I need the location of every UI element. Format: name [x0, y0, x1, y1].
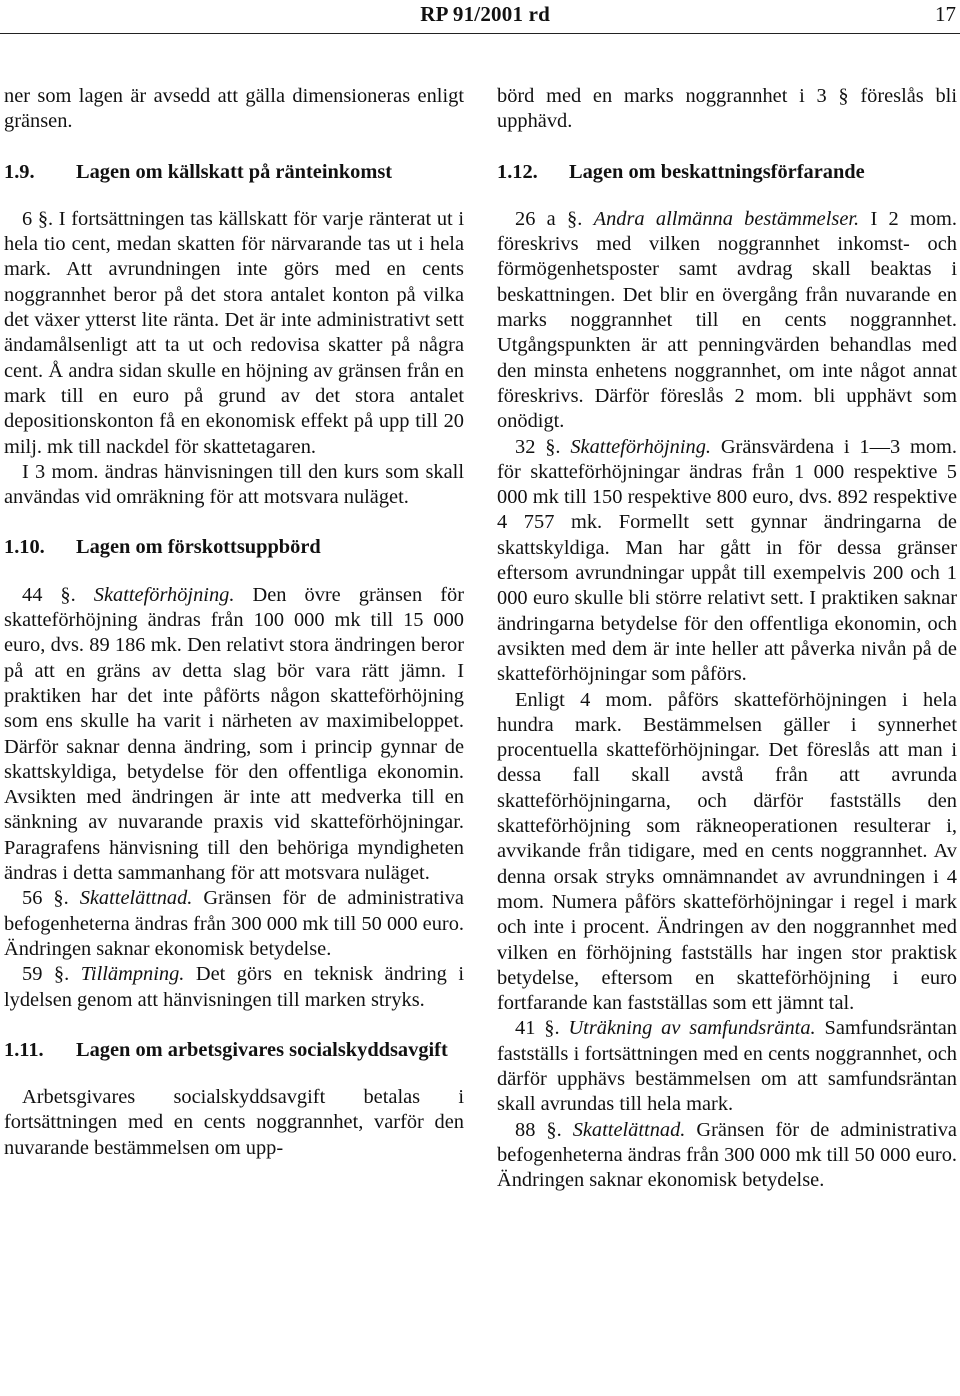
paragraph-88	[497, 1118, 957, 1194]
right-column	[497, 84, 957, 1193]
paragraph-caption: Skattelättnad.	[79, 887, 193, 910]
section-number: 1.10.	[4, 536, 45, 559]
paragraph-6-mom: I 3 mom. ändras hänvisningen till den kurs som skall användas vid omräkning för att motsvara nuläget.	[4, 460, 464, 509]
paragraph-body: Det görs en teknisk ändring i lydelsen genom att hänvisningen till marken stryks.	[4, 963, 464, 1011]
paragraph-lead: 59 §.	[22, 963, 70, 986]
section-heading-1-11	[4, 1038, 464, 1063]
paragraph-lead: 56 §.	[22, 887, 69, 910]
section-number: 1.11.	[4, 1038, 44, 1061]
section-heading-1-10	[4, 535, 464, 560]
document-reference: RP 91/2001 rd	[420, 2, 550, 26]
paragraph-lead: 6 §.	[22, 207, 54, 230]
section-title: Lagen om källskatt på ränteinkomst	[76, 160, 393, 183]
paragraph-32	[497, 435, 957, 688]
paragraph-lead: 88 §.	[515, 1118, 562, 1141]
paragraph-59	[4, 962, 464, 1013]
paragraph-body: Den övre gränsen för skatteförhöjning ändras från 100 000 mk till 15 000 euro, dvs. 89 186 mk. Den relativt stora ändringen beror på att en gräns av detta slag bör vara rätt jämn. I praktiken har det inte påförts någon skatteförhöjning som ens skulle ha varit i närheten av maximibeloppet. Därför saknar denna ändring, som i princip gynnar de skattskyldiga, betydelse för den offentliga ekonomin. Avsikten med ändringen är inte att medverka till en sänkning av nuvarande praxis vid skatteförhöjningar. Paragrafens hänvisning till den behöriga myndigheten ändras i detta sammanhang för att motsvara nuläget.	[4, 583, 464, 885]
paragraph-caption: Uträkning av samfundsränta.	[568, 1017, 816, 1040]
paragraph-body: Gränsvärdena i 1—3 mom. för skatteförhöjningar ändras från 1 000 respektive 5 000 mk till 150 respektive 800 euro, dvs. 892 respektive 4 757 mk. Formellt sett gynnar ändringarna de skattskyldiga. Man har gått in för dessa gränser eftersom avrundningar uppåt till exempelvis 200 och 1 000 euro skulle bli större relativt sett. I praktiken saknar ändringarna betydelse för den offentliga ekonomin, och avsikten med dem är inte heller att påverka nivån på de skatteförhöjningar som påförs.	[497, 435, 957, 686]
paragraph-socialskyddsavgift: Arbetsgivares socialskyddsavgift betalas i fortsättningen med en cents noggrannhet, varför den nuvarande bestämmelsen om upp-	[4, 1086, 464, 1159]
paragraph-lead: 26 a §.	[515, 207, 583, 230]
paragraph-body: Gränsen för de administrativa befogenheterna ändras från 300 000 mk till 50 000 euro. Ändringen saknar ekonomisk betydelse.	[4, 887, 464, 960]
paragraph-caption: Tillämpning.	[80, 963, 185, 986]
header-rule	[0, 33, 960, 34]
page-number: 17	[935, 2, 956, 26]
paragraph-caption: Andra allmänna bestämmelser.	[593, 207, 860, 230]
paragraph-41	[497, 1016, 957, 1117]
paragraph-caption: Skatteförhöjning.	[570, 435, 711, 458]
paragraph-26a	[497, 207, 957, 435]
paragraph-caption: Skattelättnad.	[572, 1118, 686, 1141]
paragraph-body: Gränsen för de administrativa befogenheterna ändras från 300 000 mk till 50 000 euro. Ändringen saknar ekonomisk betydelse.	[497, 1118, 957, 1192]
section-heading-1-12	[497, 160, 957, 185]
section-title: Lagen om förskottsuppbörd	[76, 536, 321, 559]
paragraph-lead: 32 §.	[515, 435, 561, 458]
paragraph-body: Samfundsräntan fastställs i fortsättningen med en cents noggrannhet, och därför upphävs bestämmelsen om att samfundsräntan skall avrundas till hela mark.	[497, 1017, 957, 1116]
paragraph-6	[4, 207, 464, 460]
paragraph-32-mom: Enligt 4 mom. påförs skatteförhöjningen i hela hundra mark. Bestämmelsen gäller i synnerhet procentuella skatteförhöjningar. Det föreslås att man i dessa fall skall avstå från att avrunda skatteförhöjningarna, och därför fastställs den skatteförhöjning som räkneoperationen resulterar i, avvikande från tidigare, med en cents noggrannhet. Av denna orsak stryks omnämnandet av avrundningen i 4 mom. Numera påförs skatteförhöjningar i regel i mark och inte i procent. Ändringen av den noggrannhet med vilken en förhöjning fastställs har ingen stor praktisk betydelse, eftersom en skatteförhöjning i euro fortfarande kan fastställas som ett jämnt tal.	[497, 688, 957, 1015]
section-title: Lagen om arbetsgivares socialskyddsavgift	[76, 1038, 448, 1061]
paragraph-56	[4, 886, 464, 962]
paragraph-intro: ner som lagen är avsedd att gälla dimensioneras enligt gränsen.	[4, 85, 464, 133]
paragraph-intro: börd med en marks noggrannhet i 3 § föreslås bli upphävd.	[497, 85, 957, 133]
paragraph-body: I 2 mom. föreskrivs med vilken noggrannhet inkomst- och förmögenhetsposter samt avdrag skall beaktas i beskattningen. Det blir en övergång från nuvarande en marks noggrannhet till en cents noggrannhet. Utgångspunkten är att penningvärden behandlas med den minsta enhetens noggrannhet, om inte något annat föreskrivs. Därför föreslås 2 mom. bli upphävt som onödigt.	[497, 207, 958, 433]
page-header	[0, 0, 960, 40]
paragraph-caption: Skatteförhöjning.	[93, 583, 235, 606]
paragraph-lead: 44 §.	[22, 583, 76, 606]
paragraph-body: I fortsättningen tas källskatt för varje ränterat ut i hela tio cent, medan skatten för närvarande tas ut i hela mark. Att avrundningen inte görs med en cents noggrannhet beror på det stora antalet konton på vilka det växer ytterst lite ränta. Det är inte administrativt sett ändamålsenligt att ta ut och redovisa skatter på några cent. Å andra sidan skulle en höjning av gränsen från en mark till en euro på grund av det stora antalet depositionskonton få en ekonomisk effekt på upp till 20 milj. mk till nackdel för skattetagaren.	[4, 207, 464, 458]
left-column	[4, 84, 464, 1161]
section-number: 1.12.	[497, 160, 538, 183]
section-title: Lagen om beskattningsförfarande	[569, 160, 865, 183]
paragraph-44	[4, 583, 464, 887]
section-heading-1-9	[4, 160, 464, 185]
section-number: 1.9.	[4, 160, 35, 183]
paragraph-lead: 41 §.	[515, 1017, 560, 1040]
